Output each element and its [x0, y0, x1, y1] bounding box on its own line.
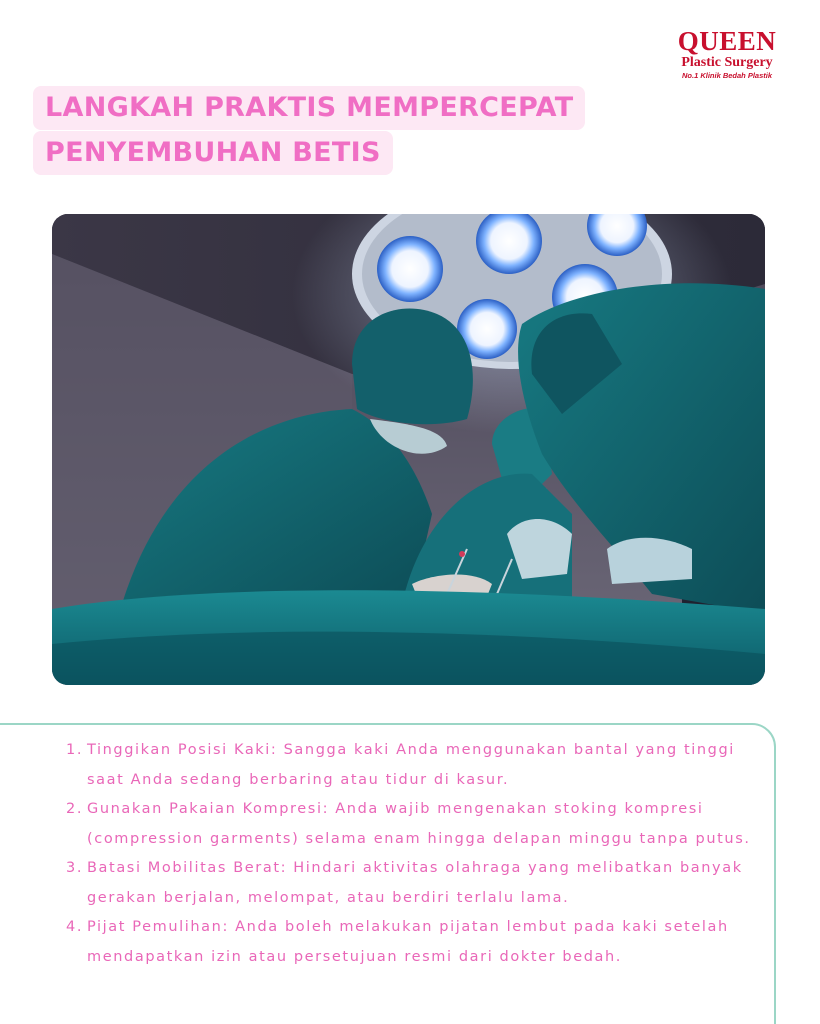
logo-tagline: No.1 Klinik Bedah Plastik — [681, 71, 773, 80]
list-item-number: 4. — [66, 919, 84, 935]
brand-logo — [668, 28, 786, 81]
surgery-photo — [52, 214, 765, 685]
list-item-text: Batasi Mobilitas Berat: Hindari aktivitas olahraga yang melibatkan banyak gerakan berjalan, melompat, atau berdiri terlalu lama. — [87, 860, 743, 906]
title-line-1: LANGKAH PRAKTIS MEMPERCEPAT — [33, 86, 585, 130]
logo-subtitle: Plastic Surgery — [681, 55, 773, 70]
list-item-text: Tinggikan Posisi Kaki: Sangga kaki Anda menggunakan bantal yang tinggi saat Anda sedang berbaring atau tidur di kasur. — [87, 742, 735, 788]
logo-name: QUEEN — [677, 26, 777, 56]
list-item-number: 1. — [66, 742, 84, 758]
list-item-number: 3. — [66, 860, 84, 876]
list-item — [66, 854, 766, 913]
tips-list — [66, 736, 766, 972]
list-item — [66, 736, 766, 795]
list-item-text: Pijat Pemulihan: Anda boleh melakukan pijatan lembut pada kaki setelah mendapatkan izin atau persetujuan resmi dari dokter bedah. — [87, 919, 729, 965]
list-item-number: 2. — [66, 801, 84, 817]
list-item — [66, 795, 766, 854]
title-line-2: PENYEMBUHAN BETIS — [33, 131, 393, 175]
page-title — [33, 86, 585, 175]
list-item-text: Gunakan Pakaian Kompresi: Anda wajib mengenakan stoking kompresi (compression garments) selama enam hingga delapan minggu tanpa putus. — [87, 801, 751, 847]
list-item — [66, 913, 766, 972]
